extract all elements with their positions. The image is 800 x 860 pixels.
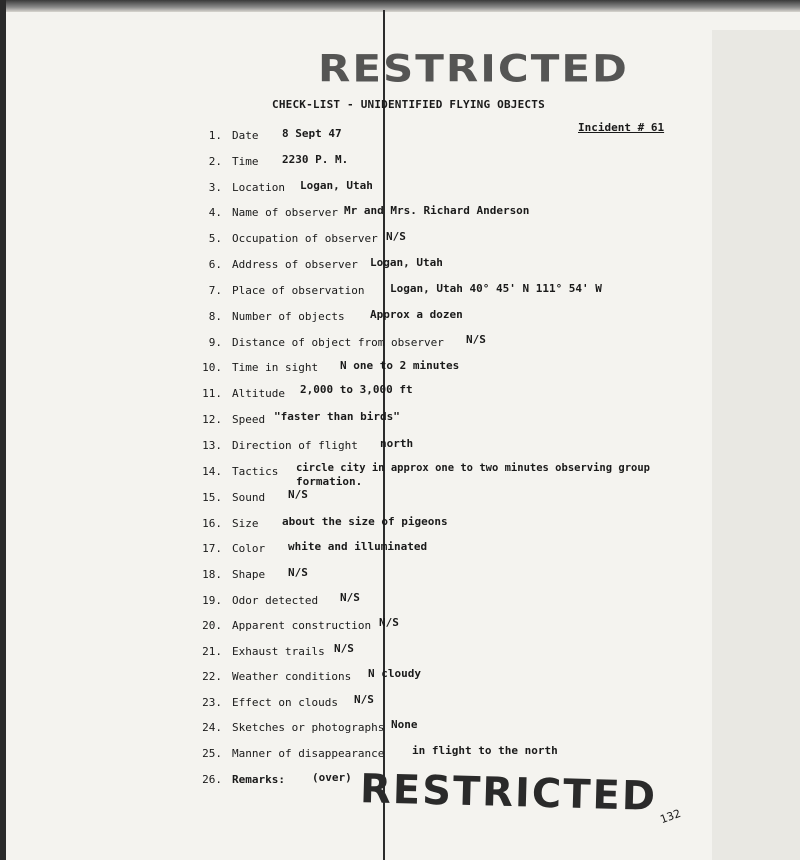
scan-top-edge (0, 0, 800, 12)
item-number: 18. (202, 568, 222, 581)
item-label: Distance of object from observer (232, 336, 444, 349)
item-label: Manner of disappearance (232, 747, 385, 760)
item-number: 3. (208, 181, 222, 194)
item-number: 26. (202, 773, 222, 786)
item-label: Date (232, 129, 259, 142)
item-number: 14. (202, 465, 222, 478)
item-value-occupation: N/S (386, 230, 406, 243)
item-label: Sketches or photographs (232, 721, 385, 734)
item-number: 9. (208, 336, 222, 349)
item-value-disappearance: in flight to the north (412, 744, 558, 757)
item-value-exhaust: N/S (334, 642, 354, 655)
item-label: Direction of flight (232, 439, 358, 452)
item-value-direction: north (380, 437, 414, 450)
item-value-clouds: N/S (354, 693, 374, 706)
item-number: 4. (208, 206, 222, 219)
incident-number: Incident # 61 (578, 121, 665, 134)
item-label: Size (232, 517, 259, 530)
item-value-time-in-sight: N one to 2 minutes (340, 359, 460, 372)
item-number: 6. (208, 258, 222, 271)
item-value-date: 8 Sept 47 (282, 127, 342, 140)
item-number: 19. (202, 594, 222, 607)
item-number: 24. (202, 721, 222, 734)
item-value-color: white and illuminated (288, 540, 428, 553)
item-value-address: Logan, Utah (370, 256, 443, 269)
item-value-distance: N/S (466, 333, 486, 346)
item-label: Apparent construction (232, 619, 372, 632)
item-value-tactics-cont: formation. (296, 475, 363, 488)
item-number: 20. (202, 619, 222, 632)
item-number: 2. (208, 155, 222, 168)
page-title: CHECK-LIST - UNIDENTIFIED FLYING OBJECTS (272, 98, 545, 111)
item-number: 1. (208, 129, 222, 142)
item-label: Address of observer (232, 258, 358, 271)
page-mark: 132 (658, 806, 683, 827)
item-value-size: about the size of pigeons (282, 515, 448, 528)
item-label: Sound (232, 491, 266, 504)
item-value-odor: N/S (340, 591, 360, 604)
item-label: Tactics (232, 465, 279, 478)
item-label: Number of objects (232, 310, 345, 323)
item-number: 21. (202, 645, 222, 658)
item-number: 16. (202, 517, 222, 530)
item-label: Occupation of observer (232, 232, 378, 245)
item-number: 5. (208, 232, 222, 245)
item-value-shape: N/S (288, 566, 308, 579)
item-label: Name of observer (232, 206, 338, 219)
item-label: Weather conditions (232, 670, 352, 683)
item-number: 10. (202, 361, 222, 374)
restricted-stamp-top: RESTRICTED (318, 46, 629, 91)
item-value-observer: Mr and Mrs. Richard Anderson (344, 204, 530, 217)
item-value-construction: N/S (379, 616, 399, 629)
item-number: 11. (202, 387, 222, 400)
item-number: 8. (208, 310, 222, 323)
item-label: Exhaust trails (232, 645, 325, 658)
item-value-sketches: None (391, 718, 418, 731)
item-number: 12. (202, 413, 222, 426)
item-label: Speed (232, 413, 266, 426)
item-label: Time (232, 155, 259, 168)
scan-right-band (712, 30, 800, 860)
item-value-altitude: 2,000 to 3,000 ft (300, 383, 413, 396)
restricted-stamp-bottom: RESTRICTED (359, 766, 658, 820)
item-label: Place of observation (232, 284, 365, 297)
item-value-number: Approx a dozen (370, 308, 463, 321)
item-number: 7. (208, 284, 222, 297)
item-number: 23. (202, 696, 222, 709)
item-value-tactics: circle city in approx one to two minutes observing group (296, 462, 651, 474)
item-label: Odor detected (232, 594, 319, 607)
item-value-speed: "faster than birds" (274, 410, 400, 423)
item-number: 22. (202, 670, 222, 683)
item-label: Location (232, 181, 285, 194)
item-number: 15. (202, 491, 222, 504)
item-label: Remarks: (232, 773, 285, 786)
item-value-weather: N cloudy (368, 667, 421, 680)
scan-left-edge (0, 0, 6, 860)
item-value-sound: N/S (288, 488, 308, 501)
item-number: 25. (202, 747, 222, 760)
item-value-time: 2230 P. M. (282, 153, 349, 166)
item-value-location: Logan, Utah (300, 179, 373, 192)
item-value-place: Logan, Utah 40° 45' N 111° 54' W (390, 282, 602, 295)
item-label: Altitude (232, 387, 285, 400)
item-label: Effect on clouds (232, 696, 338, 709)
item-label: Color (232, 542, 266, 555)
item-label: Shape (232, 568, 266, 581)
item-number: 13. (202, 439, 222, 452)
item-number: 17. (202, 542, 222, 555)
item-label: Time in sight (232, 361, 319, 374)
item-value-remarks: (over) (312, 771, 352, 784)
